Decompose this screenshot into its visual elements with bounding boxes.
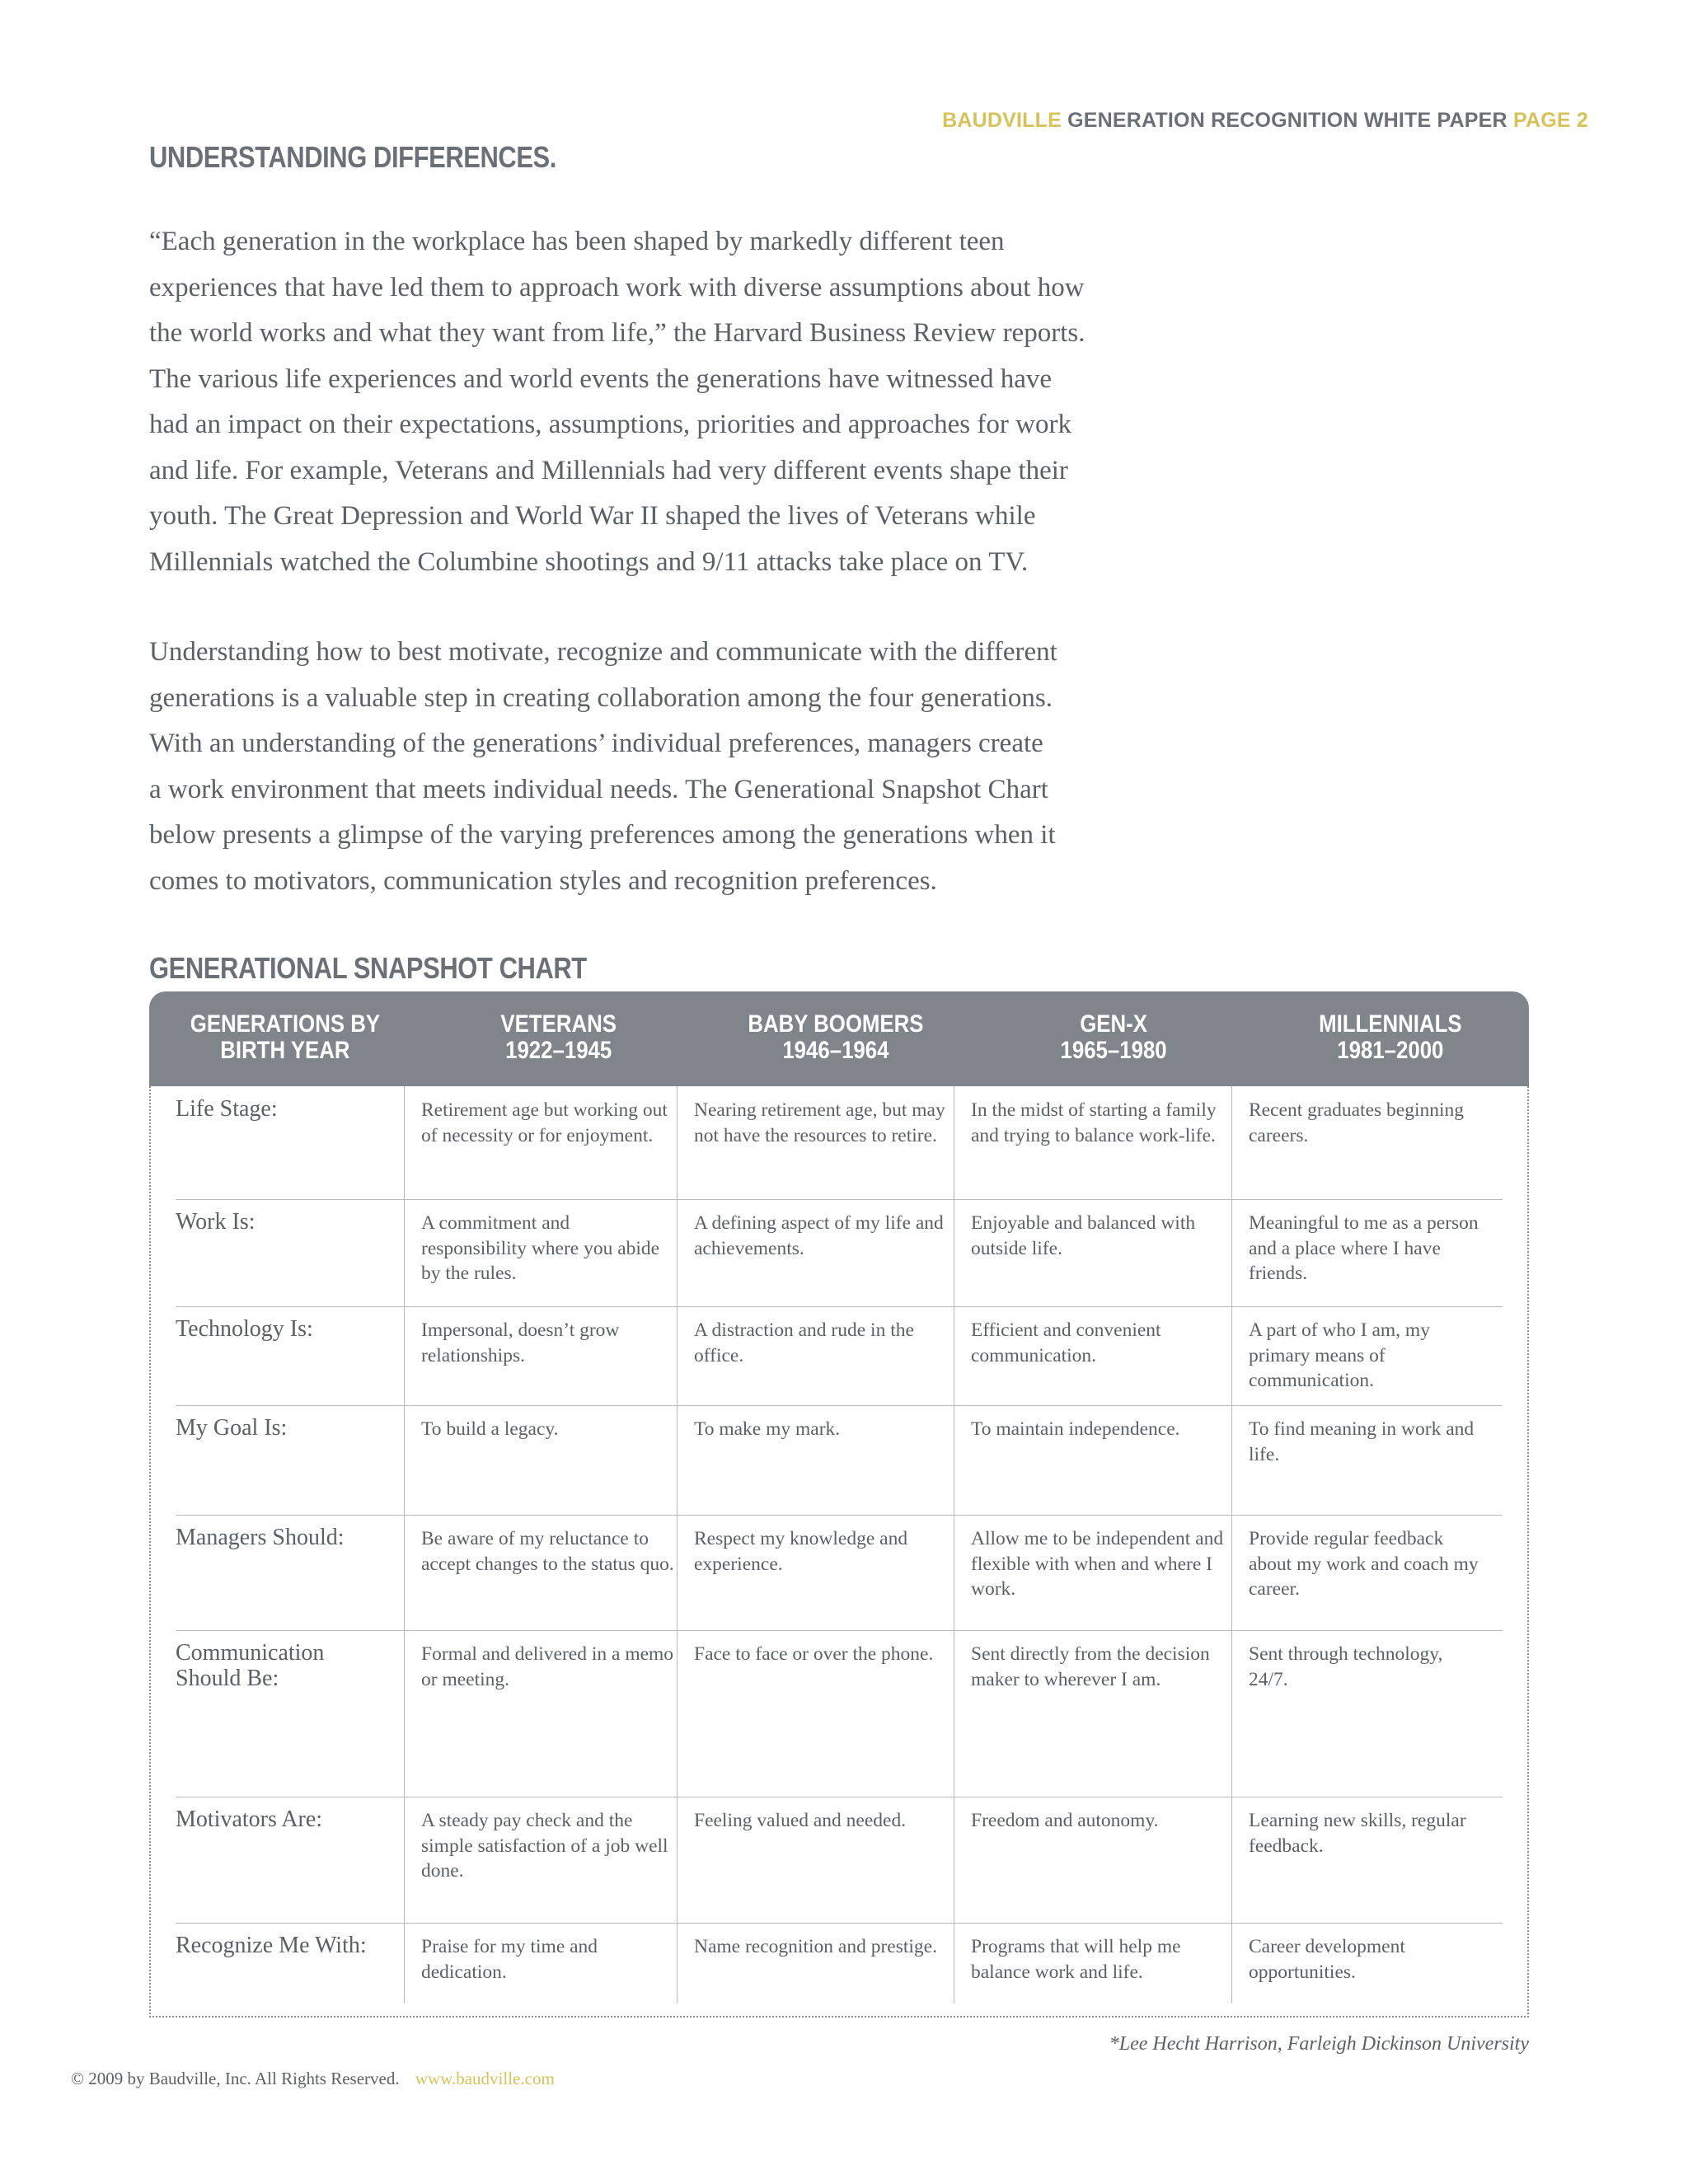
page-footer <box>71 2069 555 2089</box>
table-row <box>176 1630 1503 1797</box>
table-row <box>176 1199 1503 1307</box>
row-label: Life Stage: <box>176 1096 278 1122</box>
paragraph-1 <box>149 219 1237 585</box>
paragraph-1-line: had an impact on their expectations, assumptions, priorities and approaches for work <box>149 410 1071 439</box>
table-cell: Respect my knowledge and experience. <box>677 1515 954 1630</box>
table-cell: A distraction and rude in the office. <box>677 1306 954 1405</box>
page-header <box>942 109 1588 133</box>
table-row <box>176 1515 1503 1631</box>
table-row <box>176 1405 1503 1516</box>
paragraph-2-line: below presents a glimpse of the varying preferences among the generations when it <box>149 820 1056 850</box>
table-cell: Recent graduates beginning careers. <box>1231 1086 1479 1199</box>
table-cell: Name recognition and prestige. <box>677 1923 954 2004</box>
table-cell: Feeling valued and needed. <box>677 1797 954 1923</box>
paragraph-1-line: The various life experiences and world events the generations have witnessed have <box>149 363 1053 394</box>
table-cell: Be aware of my reluctance to accept changes to the status quo. <box>404 1515 677 1630</box>
paragraph-1-line: the world works and what they want from life,” the Harvard Business Review reports. <box>149 318 1085 348</box>
table-row <box>176 1797 1503 1924</box>
paragraph-2 <box>149 630 1237 904</box>
row-label: Motivators Are: <box>176 1807 323 1832</box>
generational-snapshot-table <box>149 991 1529 2018</box>
table-cell: Sent directly from the decision maker to wherever I am. <box>954 1630 1231 1797</box>
paragraph-2-line: generations is a valuable step in creating collaboration among the four generations. <box>149 682 1053 713</box>
column-header-veterans: VETERANS 1922–1945 <box>500 1010 617 1064</box>
table-row <box>176 1923 1503 2004</box>
column-header-baby-boomers: BABY BOOMERS 1946–1964 <box>748 1010 924 1064</box>
table-cell: Face to face or over the phone. <box>677 1630 954 1797</box>
row-label: Managers Should: <box>176 1525 345 1550</box>
paragraph-2-line: a work environment that meets individual needs. The Generational Snapshot Chart <box>149 774 1048 804</box>
paragraph-2-line: Understanding how to best motivate, recognize and communicate with the different <box>149 637 1057 667</box>
paragraph-1-line: Millennials watched the Columbine shootings and 9/11 attacks take place on TV. <box>149 546 1029 577</box>
row-label: Communication Should Be: <box>176 1640 325 1691</box>
table-cell: Meaningful to me as a person and a place where I have friends. <box>1231 1199 1479 1306</box>
copyright-text: © 2009 by Baudville, Inc. All Rights Reserved. <box>71 2069 400 2088</box>
table-cell: A steady pay check and the simple satisfaction of a job well done. <box>404 1797 677 1923</box>
column-header-millennials: MILLENNIALS 1981–2000 <box>1319 1010 1462 1064</box>
column-header-gen-x: GEN-X 1965–1980 <box>1060 1010 1167 1064</box>
header-page-number: PAGE 2 <box>1512 109 1588 132</box>
table-cell: Formal and delivered in a memo or meeting. <box>404 1630 677 1797</box>
table-cell: Praise for my time and dedication. <box>404 1923 677 2004</box>
table-cell: In the midst of starting a family and trying to balance work-life. <box>954 1086 1231 1199</box>
table-cell: Nearing retirement age, but may not have the resources to retire. <box>677 1086 954 1199</box>
header-brand: BAUDVILLE <box>942 109 1062 132</box>
table-header <box>149 991 1529 1086</box>
row-label: My Goal Is: <box>176 1415 288 1441</box>
table-cell: Programs that will help me balance work and life. <box>954 1923 1231 2004</box>
table-body <box>149 1086 1529 2018</box>
row-label: Recognize Me With: <box>176 1933 367 1958</box>
paragraph-1-line: experiences that have led them to approach work with diverse assumptions about how <box>149 272 1085 302</box>
chart-heading: GENERATIONAL SNAPSHOT CHART <box>149 951 587 985</box>
table-cell: Efficient and convenient communication. <box>954 1306 1231 1405</box>
table-cell: Sent through technology, 24/7. <box>1231 1630 1479 1797</box>
row-label: Technology Is: <box>176 1316 313 1342</box>
table-cell: To make my mark. <box>677 1405 954 1515</box>
paragraph-1-line: and life. For example, Veterans and Millennials had very different events shape their <box>149 455 1068 485</box>
table-cell: Freedom and autonomy. <box>954 1797 1231 1923</box>
table-cell: Enjoyable and balanced with outside life. <box>954 1199 1231 1306</box>
paragraph-2-line: comes to motivators, communication styles and recognition preferences. <box>149 865 937 896</box>
table-row <box>176 1086 1503 1200</box>
paragraph-1-line: “Each generation in the workplace has been shaped by markedly different teen <box>149 227 1005 256</box>
table-cell: Impersonal, doesn’t grow relationships. <box>404 1306 677 1405</box>
table-cell: A commitment and responsibility where you abide by the rules. <box>404 1199 677 1306</box>
table-cell: Learning new skills, regular feedback. <box>1231 1797 1479 1923</box>
table-cell: Allow me to be independent and flexible with when and where I work. <box>954 1515 1231 1630</box>
table-cell: A defining aspect of my life and achievements. <box>677 1199 954 1306</box>
paragraph-2-line: With an understanding of the generations’ individual preferences, managers create <box>149 729 1043 758</box>
table-cell: To maintain independence. <box>954 1405 1231 1515</box>
table-cell: To build a legacy. <box>404 1405 677 1515</box>
row-label: Work Is: <box>176 1209 256 1235</box>
table-cell: Retirement age but working out of necessity or for enjoyment. <box>404 1086 677 1199</box>
table-row <box>176 1306 1503 1406</box>
website-link[interactable]: www.baudville.com <box>415 2069 555 2088</box>
table-cell: Provide regular feedback about my work and coach my career. <box>1231 1515 1479 1630</box>
paragraph-1-line: youth. The Great Depression and World War II shaped the lives of Veterans while <box>149 501 1036 531</box>
column-header-generations: GENERATIONS BY BIRTH YEAR <box>190 1010 381 1064</box>
footnote: *Lee Hecht Harrison, Farleigh Dickinson University <box>1109 2033 1529 2055</box>
header-title: GENERATION RECOGNITION WHITE PAPER <box>1067 109 1507 132</box>
table-cell: To find meaning in work and life. <box>1231 1405 1479 1515</box>
table-cell: Career development opportunities. <box>1231 1923 1479 2004</box>
table-cell: A part of who I am, my primary means of communication. <box>1231 1306 1479 1405</box>
section-heading-understanding: UNDERSTANDING DIFFERENCES. <box>149 140 556 174</box>
